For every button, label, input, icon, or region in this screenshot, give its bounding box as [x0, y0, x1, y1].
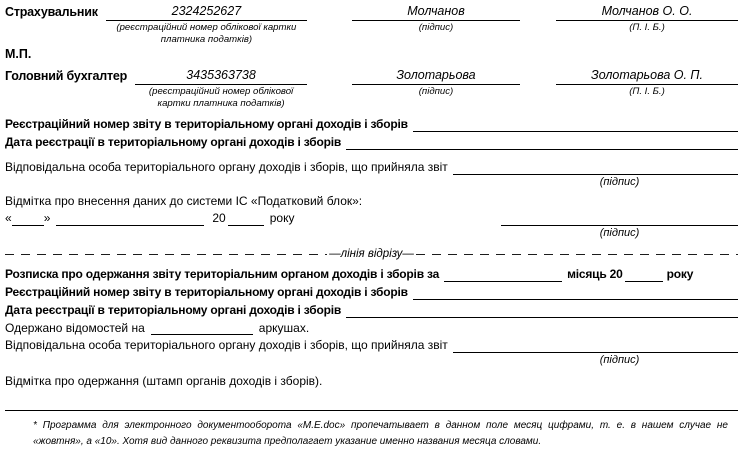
responsible-signature-caption-row: [5, 176, 738, 188]
signature-caption: (підпис): [599, 176, 640, 188]
cut-line-label: — лінія відрізу —: [327, 248, 416, 260]
receipt-responsible-blank: [453, 339, 738, 353]
quote-close: »: [43, 211, 51, 225]
accountant-name-field: [556, 68, 738, 98]
insurer-full-name: Молчанов О. О.: [556, 4, 738, 21]
accountant-signature-caption: (підпис): [418, 86, 454, 97]
insurer-signature: Молчанов: [352, 4, 520, 21]
accountant-role-label: Головний бухгалтер: [5, 69, 128, 83]
report-reg-number-blank: [413, 118, 738, 132]
receipt-title-label: Розписка про одержання звіту територіальним органом доходів і зборів за: [5, 267, 440, 281]
receipt-year-suffix: року: [666, 267, 694, 281]
sheets-received-row: [5, 321, 738, 335]
report-reg-number-row: [5, 117, 738, 132]
day-blank: [12, 212, 44, 226]
stamp-note: Відмітка про одержання (штамп органів доходів і зборів).: [5, 374, 323, 388]
sheets-received-label: Одержано відомостей на: [5, 321, 145, 335]
receipt-signature-caption-row: [5, 354, 738, 366]
year-prefix: 20: [212, 211, 226, 225]
accountant-signature: Золотарьова: [352, 68, 520, 85]
insurer-number-caption: (реєстраційний номер облікової картки платника податків): [116, 22, 297, 45]
accountant-name-caption: (П. І. Б.): [629, 86, 665, 97]
tax-block-signature-blank: [501, 212, 738, 226]
responsible-person-blank: [453, 161, 738, 175]
receipt-reg-number-row: [5, 285, 738, 300]
insurer-name-field: [556, 4, 738, 34]
year-blank: [228, 212, 264, 226]
accountant-full-name: Золотарьова О. П.: [556, 68, 738, 85]
receipt-title-row: [5, 267, 738, 282]
tax-block-signature-caption-row: [5, 227, 738, 239]
stamp-place-label: М.П.: [5, 47, 32, 61]
accountant-tax-number: 3435363738: [135, 68, 307, 85]
receipt-month-blank: [444, 268, 562, 282]
insurer-signature-field: [352, 4, 520, 34]
receipt-month-label: місяць 20: [567, 267, 623, 281]
responsible-person-row: [5, 160, 738, 175]
cut-line-dashes-right: [416, 254, 738, 255]
receipt-reg-number-blank: [413, 286, 738, 300]
year-suffix: року: [269, 211, 295, 225]
insurer-signature-row: [5, 4, 738, 45]
signature-caption: (підпис): [599, 354, 640, 366]
sheets-count-blank: [151, 321, 253, 335]
sheets-received-suffix: аркушах.: [258, 321, 310, 335]
signature-caption: (підпис): [599, 227, 640, 239]
insurer-tax-number: 2324252627: [106, 4, 307, 21]
tax-block-note: Відмітка про внесення даних до системи ІС «Податковий блок»:: [5, 194, 363, 208]
insurer-signature-caption: (підпис): [418, 22, 454, 33]
footnote-separator: [5, 410, 738, 449]
accountant-signature-row: [5, 68, 738, 109]
receipt-year-blank: [625, 268, 663, 282]
receipt-reg-date-label: Дата реєстрації в територіальному органі доходів і зборів: [5, 303, 342, 317]
insurer-role-label: Страхувальник: [5, 5, 98, 19]
cut-line-dashes-left: [5, 254, 327, 255]
receipt-responsible-row: [5, 338, 738, 353]
insurer-number-field: [106, 4, 307, 45]
receipt-reg-date-row: [5, 303, 738, 318]
receipt-reg-number-label: Реєстраційний номер звіту в територіальному органі доходів і зборів: [5, 285, 408, 299]
cut-line: [5, 248, 738, 260]
accountant-signature-field: [352, 68, 520, 98]
receipt-reg-date-blank: [346, 304, 738, 318]
accountant-number-field: [135, 68, 307, 109]
insurer-name-caption: (П. І. Б.): [629, 22, 665, 33]
quote-open: «: [5, 211, 12, 225]
accountant-number-caption: (реєстраційний номер облікової картки платника податків): [148, 86, 294, 109]
report-reg-date-label: Дата реєстрації в територіальному органі доходів і зборів: [5, 135, 342, 149]
report-reg-date-row: [5, 135, 738, 150]
report-reg-date-blank: [346, 136, 738, 150]
footnote-text: * Программа для электронного документооборота «M.E.doc» пропечатывает в данном поле месяц цифрами, т. е. в нашем случае не «жовтня», а «10». Хотя вид данного реквизита предполагает указание именно названия месяца словами.: [33, 420, 728, 447]
report-reg-number-label: Реєстраційний номер звіту в територіальному органі доходів і зборів: [5, 117, 408, 131]
tax-block-date-row: [5, 211, 738, 226]
responsible-person-label: Відповідальна особа територіального органу доходів і зборів, що прийняла звіт: [5, 160, 448, 174]
receipt-responsible-label: Відповідальна особа територіального органу доходів і зборів, що прийняла звіт: [5, 338, 448, 352]
month-blank: [56, 212, 204, 226]
